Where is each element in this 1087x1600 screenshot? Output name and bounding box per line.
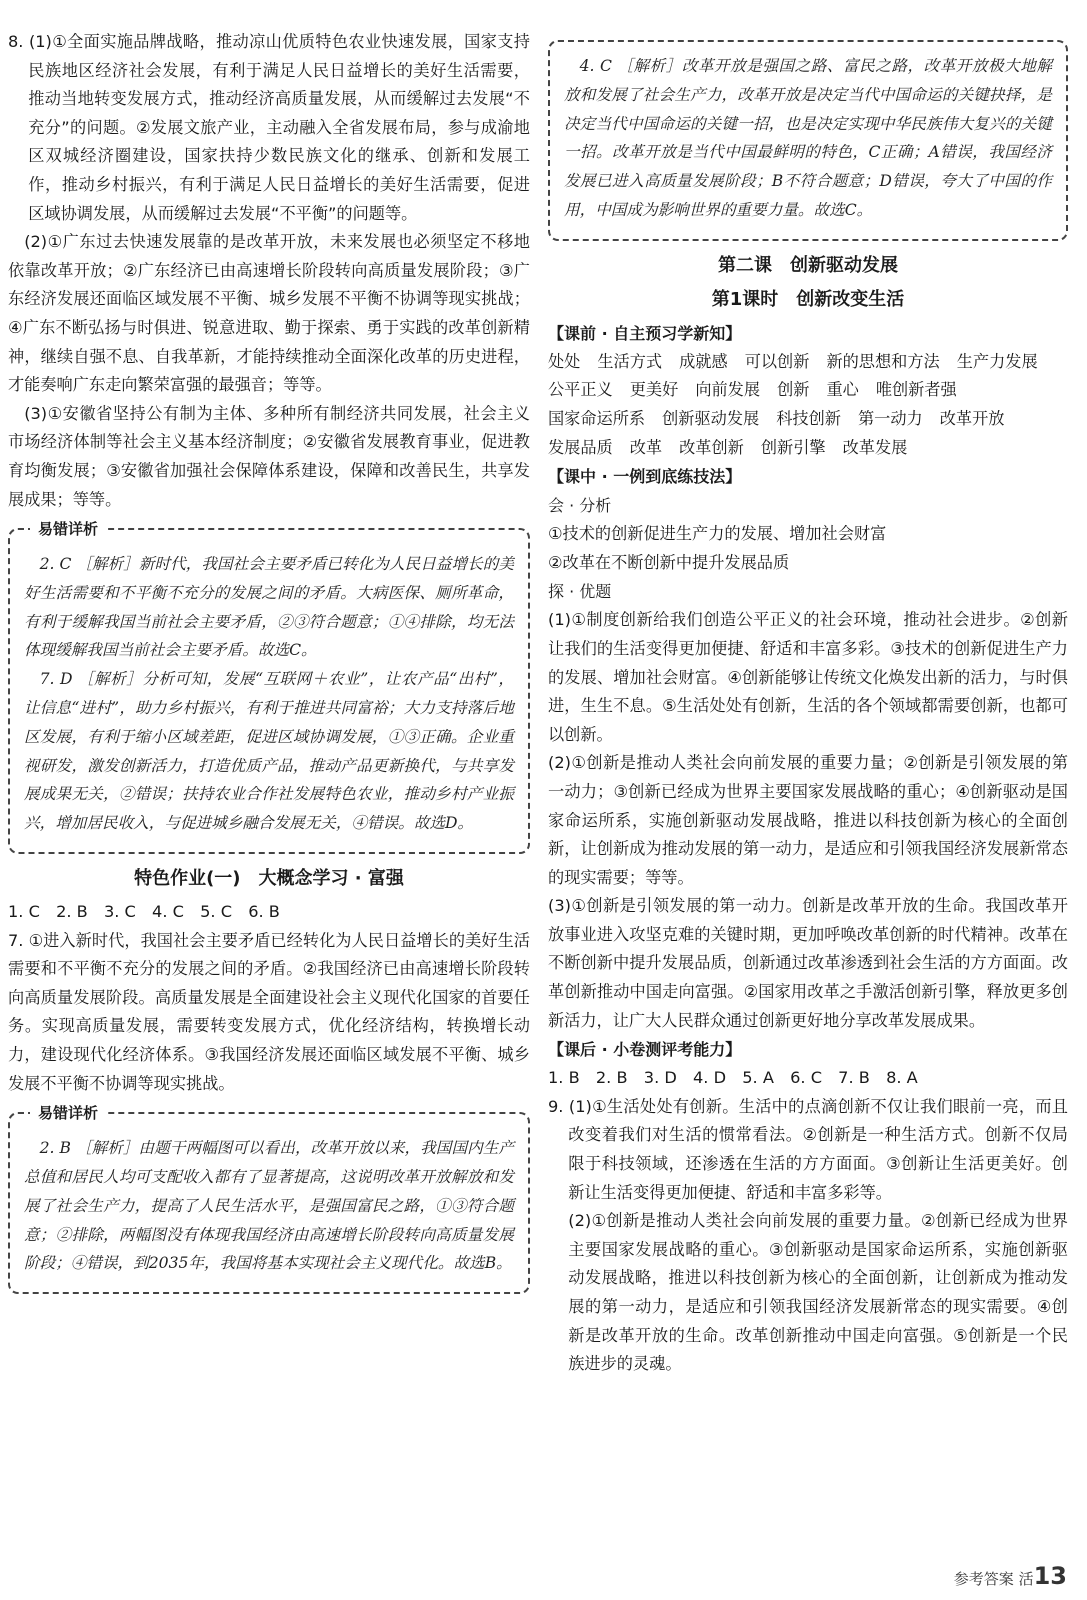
box-title: 易错详析 xyxy=(30,1102,106,1123)
explore-subheading: 探 · 优题 xyxy=(548,582,612,602)
term: 更美好 xyxy=(629,380,679,400)
error-analysis-box-1 xyxy=(8,520,530,854)
box2-item-2: 2. B ［解析］由题干两幅图可以看出，改革开放以来，我国国内生产总值和居民人均可支配收入都有了显著提高，这说明改革开放解放和发展了社会生产力，提高了人民生活水平，是强国富民之路，①③符合题意；②排除，两幅图没有体现我国经济由高速增长阶段转向高质量发展阶段；④错误，到2035年，我国将基本实现社会主义现代化。故选B。 xyxy=(24,1139,514,1273)
term: 国家命运所系 xyxy=(548,408,646,428)
term: 公平正义 xyxy=(548,380,613,400)
term: 改革发展 xyxy=(842,437,908,457)
term: 处处 xyxy=(548,351,581,371)
page-prefix: 活 xyxy=(1018,1570,1034,1588)
period-title: 第1课时 创新改变生活 xyxy=(711,288,905,310)
term: 生活方式 xyxy=(597,351,663,371)
box3-item-4: 4. C ［解析］改革开放是强国之路、富民之路，改革开放极大地解放和发展了社会生产力，改革开放是决定当代中国命运的关键抉择，是决定当代中国命运的关键一招，也是决定实现中华民族伟大复兴的关键一招。改革开放是当代中国最鲜明的特色，C正确；A错误，我国经济发展已进入高质量发展阶段；B不符合题意；D错误，夸大了中国的作用，中国成为影响世界的重要力量。故选C。 xyxy=(564,57,1052,219)
term: 可以创新 xyxy=(744,351,810,371)
q8-part2: (2)①广东过去快速发展靠的是改革开放，未来发展也必须坚定不移地依靠改革开放；②广东经济已由高速增长阶段转向高质量发展阶段；③广东经济发展还面临区域发展不平衡、城乡发展不平衡不协调等现实挑战；④广东不断弘扬与时俱进、锐意进取、勤于探索、勇于实践的改革创新精神，继续自强不息、自我革新，才能持续推动全面深化改革的历史进程，才能奏响广东走向繁荣富强的最强音；等等。 xyxy=(8,232,530,395)
pre-class-terms xyxy=(548,348,1068,462)
term: 生产力发展 xyxy=(956,351,1038,371)
term: 创新引擎 xyxy=(760,437,826,457)
special-homework-title: 特色作业(一) 大概念学习 · 富强 xyxy=(134,868,404,890)
term: 新的思想和方法 xyxy=(826,351,940,371)
in-class-heading: 【课中 · 一例到底练技法】 xyxy=(548,467,742,487)
box1-item-7: 7. D ［解析］分析可知，发展“互联网＋农业”，让农产品“出村”，让信息“进村”，助力乡村振兴，有利于推进共同富裕；大力支持落后地区发展，有利于缩小区域差距，促进区域协调发展，①③正确。企业重视研发，激发创新活力，打造优质产品，推动产品更新换代，与共享发展成果无关，②错误；扶持农业合作社发展特色农业，推动乡村产业振兴，增加居民收入，与促进城乡融合发展无关，④错误。故选D。 xyxy=(24,670,514,833)
q8-part3: (3)①安徽省坚持公有制为主体、多种所有制经济共同发展，社会主义市场经济体制等社会主义基本经济制度；②安徽省发展教育事业，促进教育均衡发展；③安徽省加强社会保障体系建设，保障和改善民生，共享发展成果；等等。 xyxy=(8,403,530,509)
analysis-subheading: 会 · 分析 xyxy=(548,496,612,516)
term: 成就感 xyxy=(679,351,728,371)
special-q7: 7. ①进入新时代，我国社会主要矛盾已经转化为人民日益增长的美好生活需要和不平衡不充分的发展之间的矛盾。②我国经济已由高速增长阶段转向高质量发展阶段。高质量发展是全面建设社会主义现代化国家的首要任务。实现高质量发展，需要转变发展方式，优化经济结构，转换增长动力，建设现代化经济体系。③我国经济发展还面临区域发展不平衡、城乡发展不平衡不协调等现实挑战。 xyxy=(8,930,530,1093)
term: 发展品质 xyxy=(548,437,613,457)
right-column xyxy=(548,24,1068,1379)
explore-answer-1: (1)①制度创新给我们创造公平正义的社会环境，推动社会进步。②创新让我们的生活变得更加便捷、舒适和丰富多彩。③技术的创新促进生产力的发展、增加社会财富。④创新能够让传统文化焕发出新的活力，与时俱进，生生不息。⑤生活处处有创新，生活的各个领域都需要创新，也都可以创新。 xyxy=(548,610,1068,744)
term: 科技创新 xyxy=(776,408,841,428)
page-footer xyxy=(954,1562,1067,1590)
q8-part1: 8. (1)①全面实施品牌战略，推动凉山优质特色农业快速发展，国家支持民族地区经济社会发展，有利于满足人民日益增长的美好生活需要，推动当地转变发展方式，推动经济高质量发展，从而缓解过去发展“不充分”的问题。②发展文旅产业，主动融入全省发展布局，参与成渝地区双城经济圈建设，国家扶持少数民族文化的继承、创新和发展工作，推动乡村振兴，有利于满足人民日益增长的美好生活需要，促进区域协调发展，从而缓解过去发展“不平衡”的问题等。 xyxy=(8,32,530,223)
term: 改革 xyxy=(629,437,663,457)
term: 重心 xyxy=(826,380,859,400)
post-q9-part1: 9. (1)①生活处处有创新。生活中的点滴创新不仅让我们眼前一亮，而且改变着我们对生活的惯常看法。②创新是一种生活方式。创新不仅局限于科技领域，还渗透在生活的方方面面。③创新让生活更美好。创新让生活变得更加便捷、舒适和丰富多彩等。 xyxy=(548,1096,1068,1202)
pre-class-heading: 【课前 · 自主预习学新知】 xyxy=(548,323,742,343)
analysis-item: ①技术的创新促进生产力的发展、增加社会财富 xyxy=(548,524,887,544)
analysis-item: ②改革在不断创新中提升发展品质 xyxy=(548,552,790,572)
term: 向前发展 xyxy=(695,380,761,400)
left-column xyxy=(8,28,530,1304)
term: 改革创新 xyxy=(679,437,744,457)
error-analysis-box-2 xyxy=(8,1104,530,1294)
special-answers: 1. C 2. B 3. C 4. C 5. C 6. B xyxy=(8,902,280,922)
post-answers: 1. B 2. B 3. D 4. D 5. A 6. C 7. B 8. A xyxy=(548,1068,918,1088)
footer-label: 参考答案 xyxy=(953,1570,1014,1588)
lesson-title: 第二课 创新驱动发展 xyxy=(718,254,898,276)
box1-item-2: 2. C ［解析］新时代，我国社会主要矛盾已转化为人民日益增长的美好生活需要和不平衡不充分的发展之间的矛盾。大病医保、厕所革命，有利于缓解我国当前社会主要矛盾，②③符合题意；①④排除，均无法体现缓解我国当前社会主要矛盾。故选C。 xyxy=(24,555,514,660)
term: 唯创新者强 xyxy=(875,380,957,400)
term: 第一动力 xyxy=(858,408,923,428)
term: 改革开放 xyxy=(939,408,1005,428)
term: 创新驱动发展 xyxy=(662,408,760,428)
box-title: 易错详析 xyxy=(30,518,106,539)
term: 创新 xyxy=(777,380,810,400)
explore-answer-2: (2)①创新是推动人类社会向前发展的重要力量；②创新是引领发展的第一动力；③创新已经成为世界主要国家发展战略的重心；④创新驱动是国家命运所系，实施创新驱动发展战略，推进以科技创新为核心的全面创新，让创新成为推动发展的第一动力，是适应和引领我国经济发展新常态的现实需要；等等。 xyxy=(548,753,1068,887)
page-number: 13 xyxy=(1033,1562,1067,1590)
analysis-box-3 xyxy=(548,40,1068,241)
post-class-heading: 【课后 · 小卷测评考能力】 xyxy=(548,1040,742,1060)
post-q9-part2: (2)①创新是推动人类社会向前发展的重要力量。②创新已经成为世界主要国家发展战略的重心。③创新驱动是国家命运所系，实施创新驱动发展战略，推进以科技创新为核心的全面创新，让创新成为推动发展的第一动力，是适应和引领我国经济发展新常态的现实需要。④创新是改革开放的生命。改革创新推动中国走向富强。⑤创新是一个民族进步的灵魂。 xyxy=(568,1211,1068,1374)
explore-answer-3: (3)①创新是引领发展的第一动力。创新是改革开放的生命。我国改革开放事业进入攻坚克难的关键时期，更加呼唤改革创新的时代精神。改革在不断创新中提升发展品质，创新通过改革渗透到社会生活的方方面面。改革创新推动中国走向富强。②国家用改革之手激活创新引擎，释放更多创新活力，让广大人民群众通过创新更好地分享改革发展成果。 xyxy=(548,896,1068,1030)
